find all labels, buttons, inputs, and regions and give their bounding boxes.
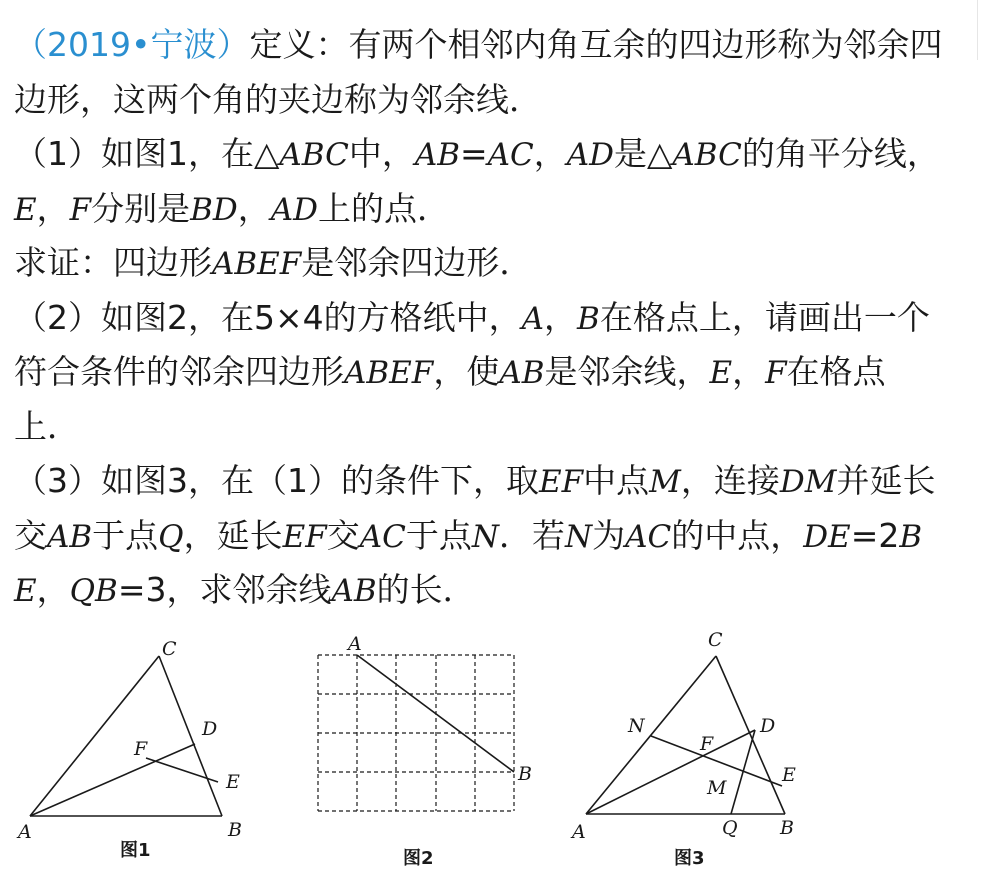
- text-segment: （2）如图2，在5×4的方格纸中，: [14, 297, 522, 337]
- math-variable: AC: [487, 137, 534, 173]
- problem-line: [14, 291, 964, 346]
- math-variable: ABEF: [212, 246, 302, 282]
- label-f: F: [700, 733, 714, 755]
- text-segment: 符合条件的邻余四边形: [14, 352, 344, 391]
- problem-line: [14, 400, 964, 455]
- label-b: B: [780, 817, 794, 839]
- label-a: A: [18, 821, 32, 843]
- math-variable: M: [649, 464, 681, 500]
- text-segment: ，: [732, 352, 766, 391]
- text-segment: ，连接: [680, 461, 780, 500]
- math-variable: DM: [779, 464, 837, 500]
- math-variable: ABC: [672, 137, 742, 173]
- text-segment: ，: [36, 188, 70, 228]
- figure-3-diagram: [570, 628, 810, 868]
- text-segment: =2: [850, 515, 900, 555]
- math-variable: AC: [625, 518, 672, 555]
- problem-line: [14, 345, 964, 400]
- text-segment: ，: [36, 570, 70, 609]
- text-segment: =3，求邻余线: [117, 570, 332, 609]
- problem-line: [14, 182, 964, 237]
- figure-1: [12, 628, 252, 868]
- grid: [318, 655, 514, 811]
- label-a: A: [348, 633, 362, 655]
- math-variable: QB: [69, 573, 118, 609]
- math-variable: N: [471, 518, 499, 555]
- text-segment: 边形，这两个角的夹边称为邻余线．: [14, 79, 542, 119]
- math-variable: AB: [414, 137, 461, 173]
- math-variable: B: [577, 300, 600, 337]
- segment-fe: [146, 758, 218, 782]
- label-c: C: [708, 629, 723, 651]
- math-variable: E: [14, 573, 37, 609]
- math-variable: Q: [158, 518, 184, 555]
- segment-dq: [731, 730, 755, 814]
- text-segment: ，: [237, 188, 271, 228]
- text-segment: （1）如图1，在△: [14, 134, 280, 173]
- text-segment: 于点: [92, 515, 159, 555]
- math-variable: N: [564, 518, 593, 555]
- label-b: B: [228, 819, 242, 841]
- text-segment: ，使: [433, 352, 500, 391]
- text-segment: 在格点: [786, 352, 886, 391]
- text-segment: 在格点上，请画出一个: [599, 297, 930, 337]
- segment-ac: [30, 656, 159, 816]
- text-segment: 交: [14, 515, 47, 555]
- text-segment: 中点: [583, 461, 650, 500]
- figure-1-diagram: [12, 628, 252, 868]
- text-segment: ，延长: [183, 515, 283, 555]
- label-m: M: [707, 777, 727, 799]
- text-segment: 定义：有两个相邻内角互余的四边形称为邻余四: [249, 25, 943, 64]
- label-d: D: [760, 715, 776, 737]
- segment-ad: [30, 744, 195, 816]
- label-b: B: [518, 763, 532, 785]
- problem-line: [14, 73, 964, 128]
- label-a: A: [572, 821, 586, 843]
- problem-source: （2019•宁波）: [14, 25, 250, 64]
- text-segment: ，: [544, 297, 578, 337]
- problem-line: [14, 236, 964, 291]
- math-variable: AD: [270, 191, 319, 228]
- text-segment: 是邻余线，: [544, 352, 710, 391]
- text-segment: 上的点．: [318, 188, 451, 228]
- math-variable: A: [521, 300, 545, 337]
- text-segment: ．若: [498, 515, 565, 555]
- text-segment: 的角平分线，: [741, 134, 940, 173]
- text-segment: 交: [326, 515, 360, 555]
- math-variable: F: [69, 191, 92, 228]
- figure-2-caption: 图2: [403, 848, 434, 869]
- math-variable: B: [899, 518, 923, 555]
- text-segment: 的中点，: [671, 515, 804, 555]
- segment-ac: [586, 656, 716, 814]
- text-segment: 求证：四边形: [14, 243, 212, 282]
- problem-line: [14, 18, 964, 73]
- figure-3-caption: 图3: [674, 848, 705, 869]
- problem-line: [14, 454, 964, 509]
- figure-1-caption: 图1: [120, 840, 151, 861]
- math-variable: AB: [47, 518, 93, 555]
- text-segment: =: [460, 134, 488, 173]
- problem-line: [14, 563, 964, 618]
- label-n: N: [628, 715, 645, 737]
- label-e: E: [782, 764, 796, 786]
- text-segment: 上．: [14, 406, 80, 446]
- text-segment: 并延长: [836, 461, 936, 500]
- problem-line: [14, 509, 964, 564]
- text-segment: 中，: [348, 134, 415, 173]
- text-segment: （3）如图3，在（1）的条件下，取: [14, 461, 539, 500]
- label-e: E: [226, 771, 240, 793]
- math-variable: E: [709, 355, 733, 391]
- math-variable: EF: [539, 464, 584, 500]
- math-variable: F: [765, 355, 787, 391]
- math-variable: AB: [331, 573, 377, 609]
- math-variable: EF: [282, 518, 327, 555]
- page-edge-divider: [977, 0, 978, 60]
- figure-2: [300, 628, 540, 868]
- label-f: F: [134, 738, 148, 760]
- problem-line: [14, 127, 964, 182]
- math-variable: BD: [190, 191, 238, 228]
- text-segment: 是邻余四边形．: [301, 243, 533, 282]
- figure-3: [570, 628, 810, 868]
- figure-2-diagram: [300, 628, 540, 868]
- text-segment: 于点: [405, 515, 472, 555]
- math-variable: E: [14, 191, 37, 228]
- text-segment: 的长．: [376, 570, 476, 609]
- text-segment: 为: [592, 515, 626, 555]
- problem-text: [14, 18, 964, 618]
- label-q: Q: [722, 817, 738, 839]
- math-variable: AC: [359, 518, 406, 555]
- text-segment: 是△: [614, 134, 673, 173]
- text-segment: ，: [533, 134, 567, 173]
- math-variable: DE: [803, 518, 851, 555]
- text-segment: 分别是: [91, 188, 191, 228]
- math-variable: AB: [499, 355, 545, 391]
- math-variable: ABEF: [344, 355, 434, 391]
- label-c: C: [162, 638, 177, 660]
- math-variable: ABC: [279, 137, 349, 173]
- math-variable: AD: [566, 137, 615, 173]
- label-d: D: [202, 718, 218, 740]
